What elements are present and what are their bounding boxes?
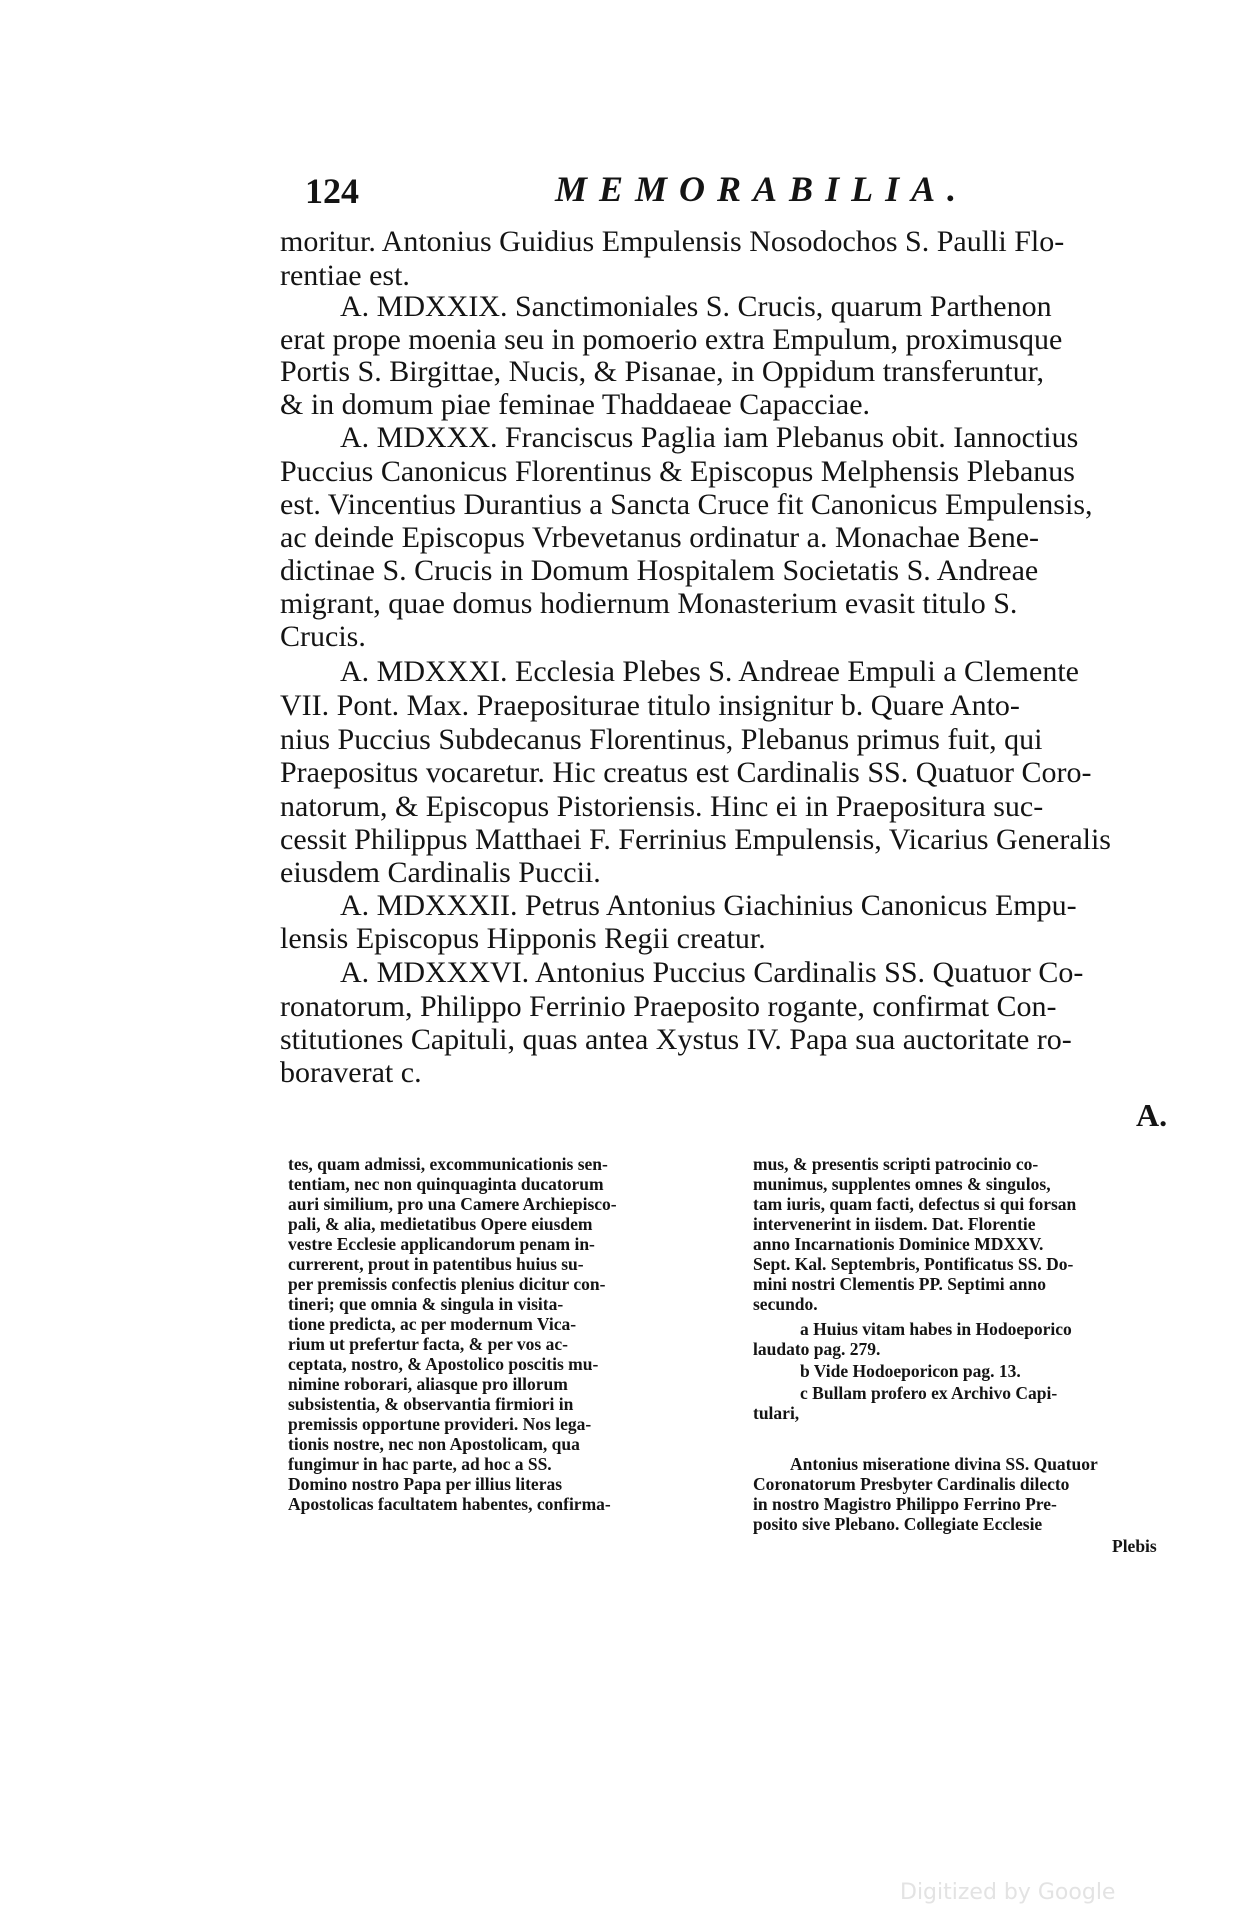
footnote-line: tionis nostre, nec non Apostolicam, qua [288,1434,580,1454]
main-text-line: ronatorum, Philippo Ferrinio Praeposito rogante, confirmat Con- [280,990,1057,1023]
main-text-line: VII. Pont. Max. Praepositurae titulo insignitur b. Quare Anto- [280,689,1020,722]
footnote-line: tes, quam admissi, excommunicationis sen- [288,1154,608,1174]
footnote-line: posito sive Plebano. Collegiate Ecclesie [753,1514,1043,1534]
main-text-line: moritur. Antonius Guidius Empulensis Nosodochos S. Paulli Flo- [280,225,1065,258]
main-text-line: A. MDXXXII. Petrus Antonius Giachinius Canonicus Empu- [340,889,1077,922]
footnote-line: nimine roborari, aliasque pro illorum [288,1374,568,1394]
main-text-line: dictinae S. Crucis in Domum Hospitalem Societatis S. Andreae [280,554,1039,587]
footnote-line: Domino nostro Papa per illius literas [288,1474,563,1494]
main-text-line: A. MDXXX. Franciscus Paglia iam Plebanus obit. Iannoctius [340,421,1079,454]
footnote-line: tulari, [753,1403,800,1423]
footnote-line: auri similium, pro una Camere Archiepisco- [288,1194,617,1214]
main-text-line: A. MDXXXVI. Antonius Puccius Cardinalis SS. Quatuor Co- [340,956,1084,989]
footnote-line: pali, & alia, medietatibus Opere eiusdem [288,1214,593,1234]
main-text-line: cessit Philippus Matthaei F. Ferrinius Empulensis, Vicarius Generalis [280,823,1111,856]
footnote-line: Apostolicas facultatem habentes, confirma- [288,1494,611,1514]
footnote-line: tione predicta, ac per modernum Vica- [288,1314,577,1334]
main-text-line: boraverat c. [280,1056,422,1089]
main-text-line: eiusdem Cardinalis Puccii. [280,856,601,889]
footnote-line: mini nostri Clementis PP. Septimi anno [753,1274,1046,1294]
footnote-line: tam iuris, quam facti, defectus si qui forsan [753,1194,1077,1214]
footnote-line: mus, & presentis scripti patrocinio co- [753,1154,1039,1174]
main-text-line: lensis Episcopus Hipponis Regii creatur. [280,922,766,955]
footnote-line: anno Incarnationis Dominice MDXXV. [753,1234,1044,1254]
main-text-line: A. MDXXIX. Sanctimoniales S. Crucis, quarum Parthenon [340,290,1052,323]
footnote-line: c Bullam profero ex Archivo Capi- [800,1383,1058,1403]
footnote-line: tentiam, nec non quinquaginta ducatorum [288,1174,604,1194]
footnote-line: laudato pag. 279. [753,1339,881,1359]
main-text-line: Puccius Canonicus Florentinus & Episcopus Melphensis Plebanus [280,455,1075,488]
main-text-line: Praepositus vocaretur. Hic creatus est Cardinalis SS. Quatuor Coro- [280,756,1092,789]
footnote-line: per premissis confectis plenius dicitur con- [288,1274,606,1294]
footnote-line: Antonius miseratione divina SS. Quatuor [790,1454,1098,1474]
running-title: MEMORABILIA. [555,169,969,209]
main-text-line: rentiae est. [280,259,410,292]
footnote-line: ceptata, nostro, & Apostolico poscitis mu- [288,1354,599,1374]
footnote-line: a Huius vitam habes in Hodoeporico [800,1319,1072,1339]
main-text-line: & in domum piae feminae Thaddaeae Capacciae. [280,388,871,421]
main-text-line: ac deinde Episcopus Vrbevetanus ordinatur a. Monachae Bene- [280,521,1040,554]
main-text-line: stitutiones Capituli, quas antea Xystus IV. Papa sua auctoritate ro- [280,1023,1072,1056]
main-text-line: Portis S. Birgittae, Nucis, & Pisanae, in Oppidum transferuntur, [280,355,1045,388]
catchword: A. [1136,1097,1168,1133]
footnote-line: rium ut prefertur facta, & per vos ac- [288,1334,568,1354]
footnote-line: b Vide Hodoeporicon pag. 13. [800,1361,1021,1381]
digitization-watermark: Digitized by Google [900,1880,1116,1905]
main-text-line: Crucis. [280,620,366,653]
main-text-line: migrant, quae domus hodiernum Monasterium evasit titulo S. [280,587,1018,620]
main-text-line: natorum, & Episcopus Pistoriensis. Hinc ei in Praepositura suc- [280,790,1044,823]
main-text-line: est. Vincentius Durantius a Sancta Cruce fit Canonicus Empulensis, [280,488,1093,521]
footnote-line: subsistentia, & observantia firmiori in [288,1394,574,1414]
main-text-line: nius Puccius Subdecanus Florentinus, Plebanus primus fuit, qui [280,723,1043,756]
footnote-line: Plebis [1112,1536,1157,1556]
page-number: 124 [305,171,359,211]
footnote-line: intervenerint in iisdem. Dat. Florentie [753,1214,1036,1234]
footnote-line: fungimur in hac parte, ad hoc a SS. [288,1454,552,1474]
footnote-line: secundo. [753,1294,818,1314]
main-text-line: erat prope moenia seu in pomoerio extra Empulum, proximusque [280,323,1063,356]
footnote-line: Sept. Kal. Septembris, Pontificatus SS. Do- [753,1254,1074,1274]
footnote-line: Coronatorum Presbyter Cardinalis dilecto [753,1474,1070,1494]
footnote-line: currerent, prout in patentibus huius su- [288,1254,584,1274]
footnote-line: tineri; que omnia & singula in visita- [288,1294,564,1314]
footnote-line: vestre Ecclesie applicandorum penam in- [288,1234,595,1254]
footnote-line: in nostro Magistro Philippo Ferrino Pre- [753,1494,1057,1514]
footnote-line: munimus, supplentes omnes & singulos, [753,1174,1051,1194]
main-text-line: A. MDXXXI. Ecclesia Plebes S. Andreae Empuli a Clemente [340,655,1079,688]
footnote-line: premissis opportune provideri. Nos lega- [288,1414,592,1434]
